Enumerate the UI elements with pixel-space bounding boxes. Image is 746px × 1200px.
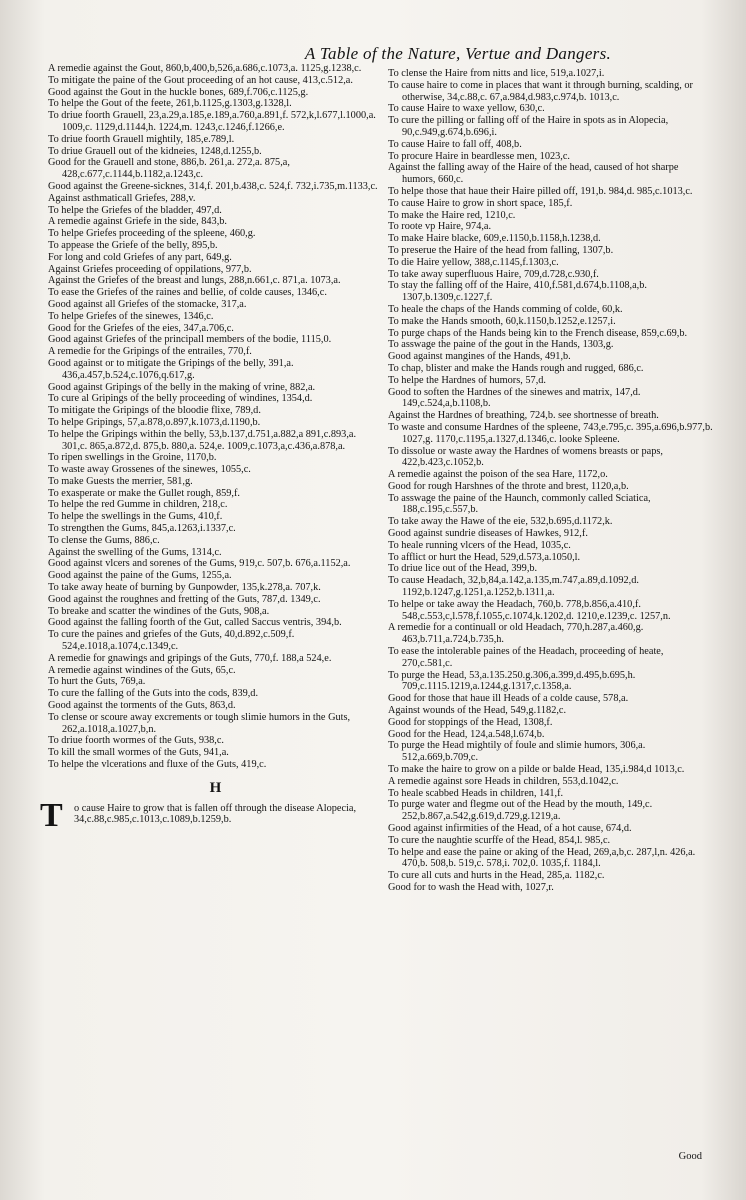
index-entry: To heale scabbed Heads in children, 141,f. <box>388 787 564 799</box>
right-entry-list <box>388 68 713 894</box>
index-entry: Good against mangines of the Hands, 491,b. <box>388 351 571 363</box>
index-entry: Against the Griefes of the breast and lungs, 288,n.661,c. 871,a. 1073,a. <box>48 275 341 287</box>
index-entry: To helpe the Gout of the feete, 261,b.1125,g.1303,g.1328,l. <box>48 98 292 110</box>
index-entry: Good against vlcers and sorenes of the Gums, 919,c. 507,b. 676,a.1152,a. <box>48 558 351 570</box>
index-entry: To helpe those that haue their Haire pilled off, 191,b. 984,d. 985,c.1013,c. <box>388 185 693 197</box>
index-entry: To asswage the paine of the gout in the Hands, 1303,g. <box>388 339 614 351</box>
index-entry: To cause Haire to fall off, 408,b. <box>388 138 522 150</box>
index-entry: A remedie against sore Heads in children, 553,d.1042,c. <box>388 775 619 787</box>
index-entry: To make the Haire red, 1210,c. <box>388 209 516 221</box>
index-entry: A remedie for a continuall or old Headach, 770,h.287,a.460,g. 463,b.711,a.724,b.735,h. <box>388 622 644 646</box>
index-entry: To driue foorth Grauell mightily, 185,e.789,l. <box>48 133 235 145</box>
right-column <box>388 68 713 894</box>
index-entry: Good against the paine of the Gums, 1255,a. <box>48 570 232 582</box>
index-entry: Good against sundrie diseases of Hawkes, 912,f. <box>388 528 588 540</box>
index-entry: To stay the falling off of the Haire, 410,f.581,d.674,b.1108,a,b. 1307,b.1309,c.1227,f. <box>388 280 647 304</box>
index-entry: Good against the Greene-sicknes, 314,f. 201,b.438,c. 524,f. 732,i.735,m.1133,c. <box>48 180 378 192</box>
index-entry: To cure the falling of the Guts into the cods, 839,d. <box>48 688 259 700</box>
index-entry: Against Griefes proceeding of oppilations, 977,b. <box>48 263 252 275</box>
index-entry: To helpe the Griefes of the bladder, 497,d. <box>48 204 222 216</box>
index-entry: Good against infirmities of the Head, of a hot cause, 674,d. <box>388 823 632 834</box>
index-entry: To helpe and ease the paine or aking of the Head, 269,a,b,c. 287,l,n. 426,a. 470,b. 508,b. 519,c. 578,i. 702,0. 1035,f. 1184,l. <box>388 846 696 870</box>
index-entry: Good against the Gout in the huckle bones, 689,f.706,c.1125,g. <box>48 86 309 98</box>
index-entry: Good for stoppings of the Head, 1308,f. <box>388 716 553 728</box>
index-entry: Good for the Grauell and stone, 886,b. 261,a. 272,a. 875,a, 428,c.677,c.1144,b.1182,a.1243,c. <box>48 157 290 181</box>
index-entry: To ease the intolerable paines of the Headach, proceeding of heate, 270,c.581,c. <box>388 646 664 669</box>
index-entry: To hurt the Guts, 769,a. <box>48 676 146 688</box>
left-column <box>40 63 383 834</box>
index-entry: To purge chaps of the Hands being kin to the French disease, 859,c.69,b. <box>388 327 688 339</box>
index-entry: A remedie for the Gripings of the entrailes, 770,f. <box>48 346 252 358</box>
index-entry: To cure al Gripings of the belly proceeding of windines, 1354,d. <box>48 393 313 405</box>
index-entry: To helpe the vlcerations and fluxe of the Guts, 419,c. <box>48 759 267 771</box>
index-entry: To roote vp Haire, 974,a. <box>388 221 492 233</box>
index-entry: For long and cold Griefes of any part, 649,g. <box>48 251 232 263</box>
index-entry: To cause haire to come in places that want it through burning, scalding, or otherwise, 34,c.88,c. 67,a.984,d.983,c.974,b. 1013,c. <box>388 79 693 103</box>
index-entry: Against the falling away of the Haire of the head, caused of hot sharpe humors, 660,c. <box>388 162 679 186</box>
index-entry: To procure Haire in beardlesse men, 1023,c. <box>388 150 570 162</box>
index-entry: To take away superfluous Haire, 709,d.728,c.930,f. <box>388 268 599 280</box>
index-entry: To cure the naughtie scurffe of the Head, 854,l. 985,c. <box>388 834 611 846</box>
index-entry: To heale running vlcers of the Head, 1035,c. <box>388 539 571 551</box>
index-entry: Good against Gripings of the belly in the making of vrine, 882,a. <box>48 381 316 393</box>
index-entry: A remedie against the Gout, 860,b,400,b,526,a.686,c.1073,a. 1125,g.1238,c. <box>48 63 362 74</box>
index-entry: To make the haire to grow on a pilde or balde Head, 135,i.984,d 1013,c. <box>388 764 685 776</box>
index-entry: To cure the paines and griefes of the Guts, 40,d.892,c.509,f. 524,e.1018,a.1074,c.1349,c. <box>48 629 295 653</box>
index-entry: To cure the pilling or falling off of the Haire in spots as in Alopecia, 90,c.949,g.674,b.696,i. <box>388 115 669 138</box>
index-entry: Good against the roughnes and fretting of the Guts, 787,d. 1349,c. <box>48 593 321 605</box>
dropcap-entry <box>40 796 383 834</box>
index-entry: To cause Headach, 32,b,84,a.142,a.135,m.747,a.89,d.1092,d. 1192,b.1247,g.1251,a.1252,b.1311,a. <box>388 575 639 599</box>
index-entry: To helpe the Hardnes of humors, 57,d. <box>388 374 546 386</box>
index-entry: To chap, blister and make the Hands rough and rugged, 686,c. <box>388 362 644 374</box>
index-entry: To take away the Hawe of the eie, 532,b.695,d.1172,k. <box>388 516 613 528</box>
index-entry: To kill the small wormes of the Guts, 941,a. <box>48 747 229 759</box>
index-entry: Good for the Griefes of the eies, 347,a.706,c. <box>48 322 234 334</box>
index-entry: To driue foorth wormes of the Guts, 938,c. <box>48 735 225 747</box>
page-header: A Table of the Nature, Vertue and Dangers. <box>304 44 612 63</box>
index-entry: A remedie against windines of the Guts, 65,c. <box>48 664 236 676</box>
index-entry: To breake and scatter the windines of the Guts, 908,a. <box>48 605 270 617</box>
index-entry: To helpe or take away the Headach, 760,b. 778,b.856,a.410,f. 548,c.553,c,l.578,f.1055,c.1074,k.1202,d. 1210,e.1239,c. 1257,n. <box>388 598 671 622</box>
index-entry: Good against or to mitigate the Gripings of the belly, 391,a. 436,a.457,b.524,c.1076,q.617,g. <box>48 357 294 381</box>
index-entry: Good for rough Harshnes of the throte and brest, 1120,a,b. <box>388 480 629 492</box>
index-entry: Against wounds of the Head, 549,g.1182,c. <box>388 705 567 717</box>
index-entry: To preserue the Haire of the head from falling, 1307,b. <box>388 244 614 256</box>
index-entry: To clense the Haire from nitts and lice, 519,a.1027,i. <box>388 68 605 79</box>
index-entry: To appease the Griefe of the belly, 895,b. <box>48 239 218 251</box>
index-entry: To driue lice out of the Head, 399,b. <box>388 563 538 575</box>
index-entry: To mitigate the Gripings of the bloodie flixe, 789,d. <box>48 405 261 417</box>
index-entry: To dissolue or waste away the Hardnes of womens breasts or paps, 422,b.423,c.1052,b. <box>388 445 663 469</box>
index-entry: Good to soften the Hardnes of the sinewes and matrix, 147,d. 149,c.524,a,b.1108,b. <box>388 386 641 410</box>
index-entry: To take away heate of burning by Gunpowder, 135,k.278,a. 707,k. <box>48 582 321 594</box>
index-entry: To clense the Gums, 886,c. <box>48 534 160 546</box>
section-letter: H <box>209 779 222 796</box>
index-entry: To clense or scoure away excrements or tough slimie humors in the Guts, 262,a.1018,a.1027,b,n. <box>48 711 351 735</box>
index-entry: To driue foorth Grauell, 23,a.29,a.185,e.189,a.760,a.891,f. 572,k,l.677,l.1000,a. 1009,c. 1129,d.1144,h. 1224,m. 1243,c.1246,f.1266,e. <box>48 110 376 133</box>
index-entry: To helpe Gripings, 57,a.878,o.897,k.1073,d.1190,b. <box>48 416 261 428</box>
index-entry: A remedie against the poison of the sea Hare, 1172,o. <box>388 469 608 481</box>
index-entry: To make Haire blacke, 609,e.1150,b.1158,h.1238,d. <box>388 233 601 245</box>
index-entry: To exasperate or make the Gullet rough, 859,f. <box>48 487 240 499</box>
index-entry: Good against the falling foorth of the Gut, called Saccus ventris, 394,b. <box>48 617 342 629</box>
index-entry: To mitigate the paine of the Gout proceeding of an hot cause, 413,c.512,a. <box>48 74 353 86</box>
index-entry: Against the Hardnes of breathing, 724,b. see shortnesse of breath. <box>388 410 659 422</box>
index-entry: To die Haire yellow, 388,c.1145,f.1303,c. <box>388 256 559 268</box>
index-entry: Good for those that haue ill Heads of a colde cause, 578,a. <box>388 693 629 705</box>
index-entry: To strengthen the Gums, 845,a.1263,i.1337,c. <box>48 523 236 535</box>
catchword: Good <box>678 1151 702 1162</box>
index-entry: To waste and consume Hardnes of the spleene, 743,e.795,c. 395,a.696,b.977,b. 1027,g. 1170,c.1195,a.1327,d.1346,c. looke Spleene. <box>388 421 713 445</box>
left-entry-list <box>48 63 383 771</box>
index-entry: Good for the Head, 124,a.548,l.674,b. <box>388 728 545 740</box>
index-entry: To helpe the swellings in the Gums, 410,f. <box>48 511 223 523</box>
index-entry: Against the swelling of the Gums, 1314,c. <box>48 546 222 558</box>
index-entry: Against asthmaticall Griefes, 288,v. <box>48 192 196 204</box>
index-entry: To asswage the paine of the Haunch, commonly called Sciatica, 188,c.195,c.557,b. <box>388 492 651 516</box>
index-entry: To helpe Griefes proceeding of the spleene, 460,g. <box>48 228 256 240</box>
index-entry: To make Guests the merrier, 581,g. <box>48 475 193 487</box>
index-entry: A remedie against Griefe in the side, 843,b. <box>48 216 227 228</box>
index-entry: Good against all Griefes of the stomacke, 317,a. <box>48 298 247 310</box>
index-entry: To driue Grauell out of the kidneies, 1248,d.1255,b. <box>48 145 262 157</box>
index-entry: To purge water and flegme out of the Head by the mouth, 149,c. 252,b.867,a.542,g.619,d.729,g.1219,a. <box>388 799 653 823</box>
index-entry: To ripen swellings in the Groine, 1170,b. <box>48 452 217 464</box>
index-entry: To helpe the Gripings within the belly, 53,b.137,d.751,a.882,a 891,c.893,a. 301,c. 865,a.872,d. 875,b. 880,a. 524,e. 1009,c.1073,a,c.436,a.878,a. <box>48 428 357 452</box>
dropcap-letter: T <box>40 796 63 834</box>
index-entry: Good against Griefes of the principall members of the bodie, 1115,0. <box>48 334 332 346</box>
index-entry: To heale the chaps of the Hands comming of colde, 60,k. <box>388 303 623 315</box>
index-entry: To helpe the red Gumme in children, 218,c. <box>48 499 228 511</box>
index-entry: A remedie for gnawings and gripings of the Guts, 770,f. 188,a 524,e. <box>48 652 332 664</box>
index-entry: Good for to wash the Head with, 1027,r. <box>388 881 554 893</box>
dropcap-text: o cause Haire to grow that is fallen off through the disease Alopecia, 34,c.88,c.985,c.1013,c.1089,b.1259,b. <box>74 802 357 826</box>
index-entry: To cause Haire to waxe yellow, 630,c. <box>388 103 545 115</box>
index-entry: Good against the torments of the Guts, 863,d. <box>48 700 236 712</box>
index-entry: To afflict or hurt the Head, 529,d.573,a.1050,l. <box>388 551 581 563</box>
index-entry: To purge the Head, 53,a.135.250.g.306,a.399,d.495,b.695,h. 709,c.1115.1219,a.1244,g.1317,c.1358,a. <box>388 669 636 693</box>
index-entry: To helpe Griefes of the sinewes, 1346,c. <box>48 310 214 322</box>
index-entry: To cause Haire to grow in short space, 185,f. <box>388 197 573 209</box>
index-entry: To waste away Grossenes of the sinewes, 1055,c. <box>48 464 251 476</box>
index-entry: To purge the Head mightily of foule and slimie humors, 306,a. 512,a.669,b.709,c. <box>388 740 646 764</box>
index-entry: To ease the Griefes of the raines and bellie, of colde causes, 1346,c. <box>48 287 327 299</box>
index-entry: To make the Hands smooth, 60,k.1150,b.1252,e.1257,i. <box>388 315 616 327</box>
index-entry: To cure all cuts and hurts in the Head, 285,a. 1182,c. <box>388 870 605 882</box>
